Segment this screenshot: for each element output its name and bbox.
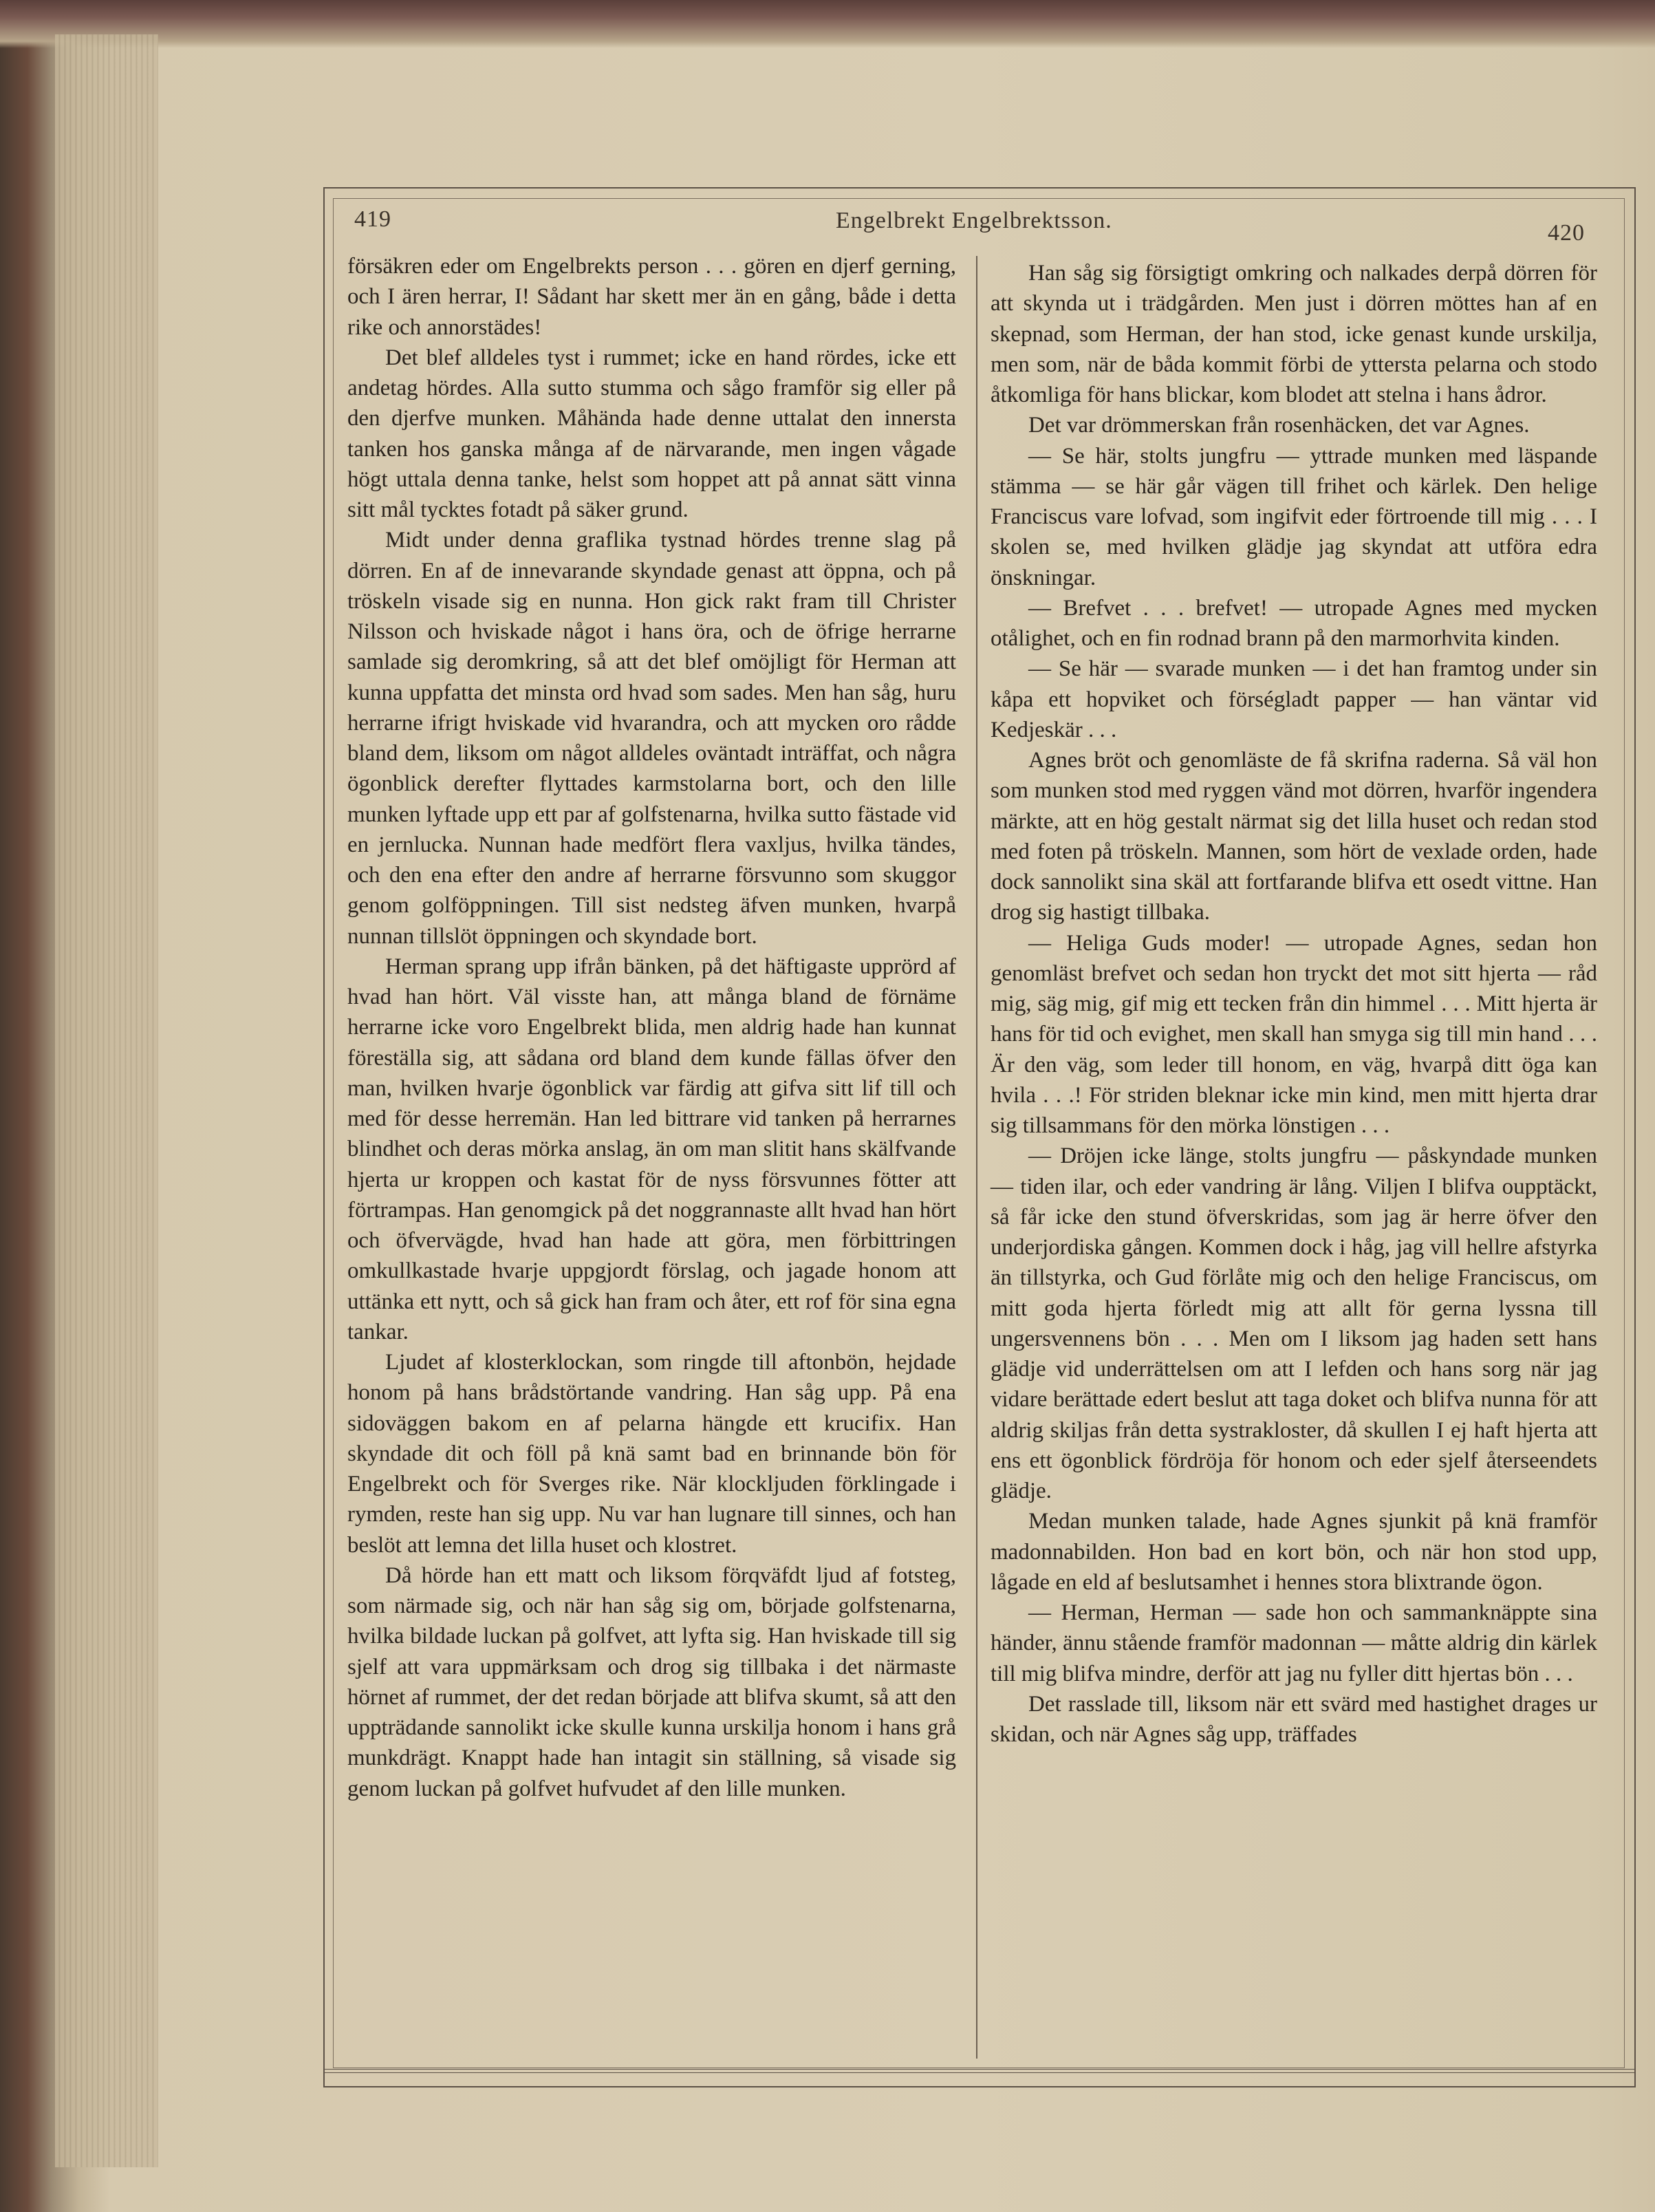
paragraph: — Se här, stolts jungfru — yttrade munken med läspande stämma — se här går vägen till frihet och kärlek. Den helige Franciscus vare lofvad, som ingifvit eder förtroende till mig . . . I skolen se, med hvilken glädje jag skyndat att utföra edra önskningar. <box>991 443 1597 590</box>
page-edges <box>55 34 158 2167</box>
running-head-title: Engelbrekt Engelbrektsson. <box>836 208 1112 233</box>
paragraph: Det blef alldeles tyst i rummet; icke en hand rördes, icke ett andetag hördes. Alla sutto stumma och sågo framför sig eller på den djerfve munken. Måhända hade denne uttalat den innersta tanken hos ganska många af de närvarande, men ingen vågade högt uttala denna tanke, helst som hoppet att på annat sätt vinna sitt mål tycktes fotadt på säker grund. <box>347 345 956 522</box>
column-divider <box>976 256 977 2059</box>
paragraph: Medan munken talade, hade Agnes sjunkit på knä framför madonnabilden. Hon bad en kort bön, och när hon stod upp, lågade en eld af beslutsamhet i hennes stora blixtrande ögon. <box>991 1509 1597 1595</box>
bottom-rule <box>323 2069 1634 2073</box>
paragraph: — Heliga Guds moder! — utropade Agnes, sedan hon genomläst brefvet och sedan hon tryckt det mot sitt hjerta — råd mig, säg mig, gif mig ett tecken från din himmel . . . Mitt hjerta är hans för tid och evighet, men skall han smyga sig till min hand . . . Är den väg, som leder till honom, en väg, hvarpå ditt öga kan hvila . . .! För striden bleknar icke min kind, men mitt hjerta drar sig tillsammans för den mörka lönstigen . . . <box>991 930 1597 1138</box>
paragraph: — Dröjen icke länge, stolts jungfru — påskyndade munken — tiden ilar, och eder vandring är lång. Viljen I blifva oupptäckt, så får icke den stund öfverskridas, som jag är herre öfver den underjordiska gången. Kommen dock i håg, jag vill hellre afstyrka än tillstyrka, och Gud förlåte mig och den helige Franciscus, om mitt goda hjerta förledt mig att allt för gerna lyssna till ungersvennens bön . . . Men om I liksom jag haden sett hans glädje vid underrättelsen om att I lefden och hans sorg när jag vidare berättade edert beslut att taga doket och blifva nunna för att aldrig skiljas från detta systrakloster, då skullen I ej haft hjerta att ens ett ögonblick fördröja för honom och eder sjelf återseendets glädje. <box>991 1143 1597 1503</box>
page-number-right: 420 <box>1548 220 1585 246</box>
right-column <box>991 258 1597 1750</box>
paragraph: Herman sprang upp ifrån bänken, på det häftigaste upprörd af hvad han hört. Väl visste han, att många bland de förnäme herrarne icke voro Engelbrekt blida, men aldrig hade han kunnat föreställa sig, att sådana ord bland dem kunde fällas öfver den man, hvilken hvarje ögonblick var färdig att gifva sitt lif till och med för desse herremän. Han led bittrare vid tanken på herrarnes blindhet och deras mörka anslag, än om man slitit hans skälfvande hjerta ur kroppen och kastat för de nyss försvunnes fötter att förtrampas. Han genomgick på det noggrannaste allt hvad han hört och öfvervägde, hvad han hade att göra, men förbittringen omkullkastade hvarje uppgjordt förslag, och jagade honom att uttänka ett nytt, och så gick han fram och åter, ett rof för sina egna tankar. <box>347 954 956 1344</box>
paragraph: — Se här — svarade munken — i det han framtog under sin kåpa ett hopviket och förségladt papper — han väntar vid Kedjeskär . . . <box>991 656 1597 742</box>
paragraph: Ljudet af klosterklockan, som ringde till aftonbön, hejdade honom på hans brådstörtande vandring. Han såg upp. På ena sidoväggen bakom en af pelarna hängde ett krucifix. Han skyndade dit och föll på knä samt bad en brinnande bön för Engelbrekt och för Sverges rike. När klockljuden förklingade i rymden, reste han sig upp. Nu var han lugnare till sinnes, och han beslöt att lemna det lilla huset och klostret. <box>347 1350 956 1558</box>
paragraph: Då hörde han ett matt och liksom förqväfdt ljud af fotsteg, som närmade sig, och när han såg sig om, började golfstenarna, hvilka bildade luckan på golfvet, att lyfta sig. Han hviskade till sig sjelf att vara uppmärksam och drog sig tillbaka i det närmaste hörnet af rummet, der det redan började att blifva skumt, så att den uppträdande sannolikt icke skulle kunna urskilja honom i hans grå munkdrägt. Knappt hade han intagit sin ställning, så visade sig genom luckan på golfvet hufvudet af den lille munken. <box>347 1563 956 1801</box>
paragraph: — Herman, Herman — sade hon och sammanknäppte sina händer, ännu stående framför madonnan — måtte aldrig din kärlek till mig blifva mindre, derför att jag nu fyller ditt hjertas bön . . . <box>991 1600 1597 1686</box>
page-number-left: 419 <box>354 206 391 232</box>
book-binding <box>0 0 1655 48</box>
paragraph: Det rasslade till, liksom när ett svärd med hastighet drages ur skidan, och när Agnes såg upp, träffades <box>991 1691 1597 1747</box>
paragraph: Han såg sig försigtigt omkring och nalkades derpå dörren för att skynda ut i trädgården. Men just i dörren möttes han af en skepnad, som Herman, der han stod, icke genast kunde urskilja, men som, när de båda kommit förbi de yttersta pelarna och stodo åtkomliga för hans blickar, kom blodet att stelna i hans ådror. <box>991 261 1597 407</box>
paragraph: Midt under denna graflika tystnad hördes trenne slag på dörren. En af de innevarande skyndade genast att öppna, och på tröskeln visade sig en nunna. Hon gick rakt fram till Christer Nilsson och hviskade något i hans öra, och de öfrige herrarne samlade sig deromkring, så att det blef omöjligt för Herman att kunna uppfatta det minsta ord hvad som sades. Men han såg, huru herrarne ifrigt hviskade vid hvarandra, och att mycken oro rådde bland dem, liksom om något alldeles oväntadt inträffat, och några ögonblick derefter flyttades karmstolarna bort, och den lille munken lyftade upp ett par af golfstenarna, hvilka sutto fästade vid en jernlucka. Nunnan hade medfört flera vaxljus, hvilka tändes, och den ena efter den andre af herrarne försvunno som skuggor genom golföppningen. Till sist nedsteg äfven munken, hvarpå nunnan tillslöt öppningen och skyndade bort. <box>347 528 956 949</box>
left-column <box>347 251 956 1804</box>
paragraph: — Brefvet . . . brefvet! — utropade Agnes med mycken otålighet, och en fin rodnad brann på den marmorhvita kinden. <box>991 595 1597 651</box>
paragraph: Det var drömmerskan från rosenhäcken, det var Agnes. <box>1028 413 1530 438</box>
paragraph: försäkren eder om Engelbrekts person . . . gören en djerf gerning, och I ären herrar, I! Sådant har skett mer än en gång, både i detta rike och annorstädes! <box>347 254 956 340</box>
paragraph: Agnes bröt och genomläste de få skrifna raderna. Så väl hon som munken stod med ryggen vänd mot dörren, hvarför ingendera märkte, att en hög gestalt närmat sig det lilla huset och redan stod med foten på tröskeln. Mannen, som hört de vexlade orden, hade dock sannolikt sina skäl att fortfarande blifva ett osedt vittne. Han drog sig hastigt tillbaka. <box>991 748 1597 925</box>
